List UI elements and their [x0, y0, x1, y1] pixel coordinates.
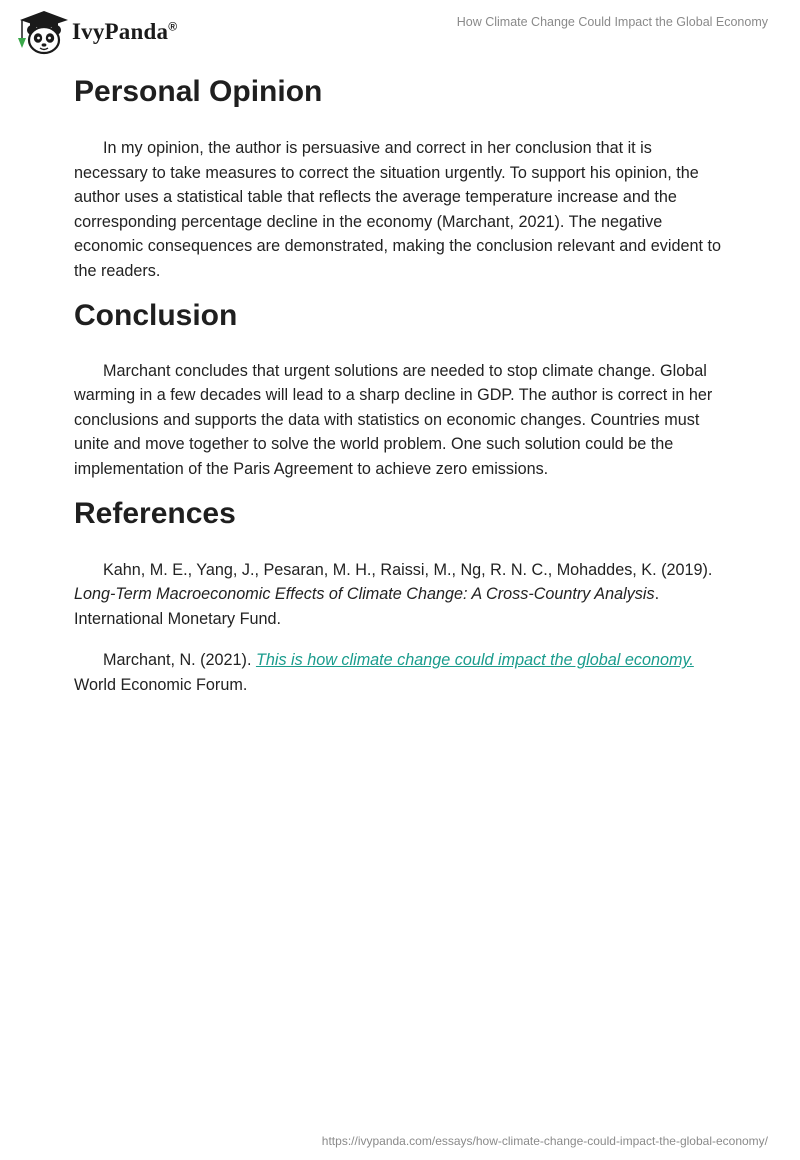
paragraph-personal-opinion: In my opinion, the author is persuasive and correct in her conclusion that it is necessary to take measures to correct the situation urgently. To support his opinion, the author uses a statistical table that reflects the average temperature increase and the corresponding percentage decline in the economy (Marchant, 2021). The negative economic consequences are demonstrated, making the conclusion relevant and evident to the readers. [74, 139, 721, 280]
heading-personal-opinion: Personal Opinion [74, 75, 323, 108]
heading-references: References [74, 496, 236, 530]
reference-title: Long-Term Macroeconomic Effects of Climate Change: A Cross-Country Analysis [74, 585, 655, 604]
reference-marchant [74, 648, 730, 697]
heading-conclusion: Conclusion [74, 298, 238, 332]
reference-authors: Marchant, N. (2021). [103, 651, 256, 670]
panda-logo-icon [14, 8, 70, 56]
document-body [74, 70, 730, 698]
reference-publisher: World Economic Forum. [74, 675, 248, 694]
ivypanda-logo[interactable] [14, 8, 177, 56]
running-title: How Climate Change Could Impact the Global Economy [456, 15, 768, 29]
page-header [0, 0, 800, 62]
footer-url: https://ivypanda.com/essays/how-climate-change-could-impact-the-global-economy/ [321, 1134, 768, 1148]
reference-link[interactable]: This is how climate change could impact the global economy. [255, 651, 694, 670]
paragraph-conclusion: Marchant concludes that urgent solutions are needed to stop climate change. Global warming in a few decades will lead to a sharp decline in GDP. The author is correct in her conclusions and supports the data with statistics on economic changes. Countries must unite and move together to solve the world problem. One such solution could be the implementation of the Paris Agreement to achieve zero emissions. [74, 361, 713, 478]
reference-authors: Kahn, M. E., Yang, J., Pesaran, M. H., Raissi, M., Ng, R. N. C., Mohaddes, K. (2019). [103, 560, 713, 579]
reference-publisher: . International Monetary Fund. [74, 585, 660, 628]
logo-wordmark: IvyPanda® [72, 19, 178, 44]
reference-kahn [74, 558, 730, 632]
